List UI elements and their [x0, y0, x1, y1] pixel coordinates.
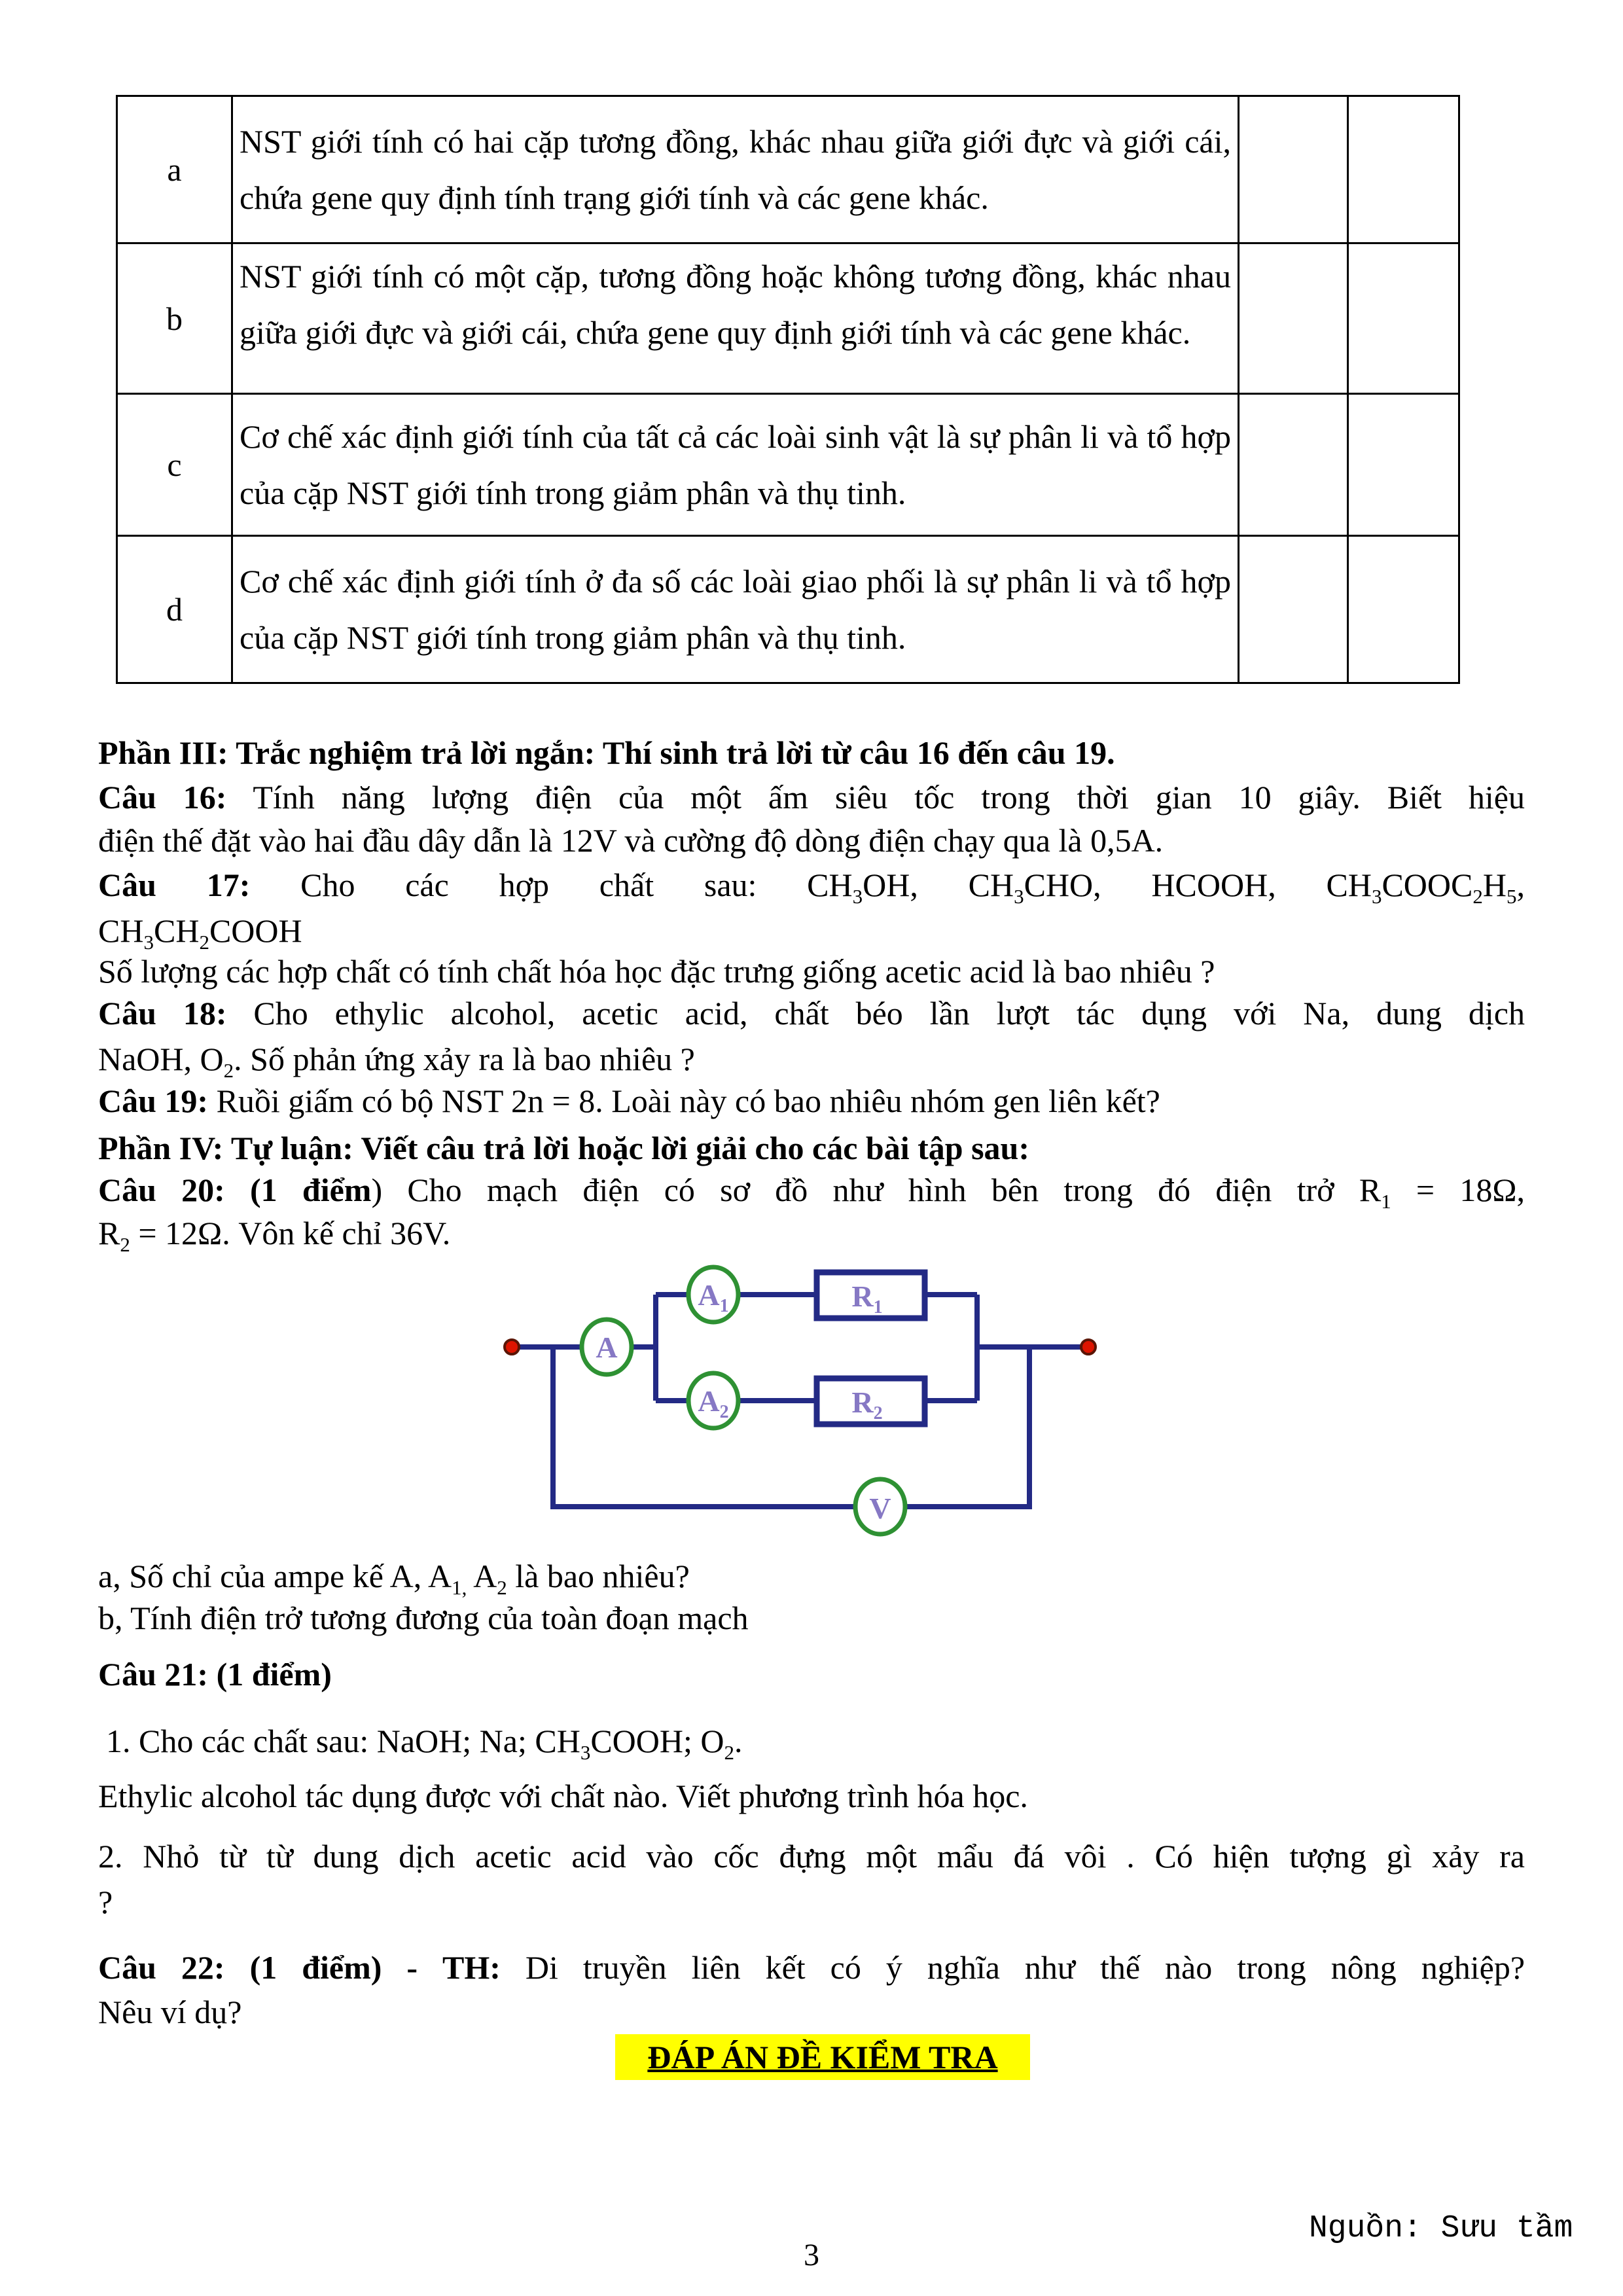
answer-cell-empty: [1348, 96, 1459, 243]
statement-text: Cơ chế xác định giới tính ở đa số các loài giao phối là sự phân li và tổ hợp của cặp NST giới tính trong giảm phân và thụ tinh.: [240, 563, 1231, 656]
question-20-line1: Câu 20: (1 điểm) Cho mạch điện có sơ đồ như hình bên trong đó điện trở $R_1 = 18\Omega$,: [98, 1172, 1525, 1213]
ammeter-main-label: A: [596, 1331, 618, 1364]
wire-voltmeter-loop: [553, 1347, 1029, 1507]
question-21-item2-line2: ?: [98, 1884, 113, 1920]
answer-cell-empty: [1239, 394, 1348, 536]
answer-key-banner: ĐÁP ÁN ĐỀ KIỂM TRA: [615, 2034, 1030, 2080]
answer-cell-empty: [1348, 394, 1459, 536]
resistor-r2-label: $R_2$: [851, 1386, 883, 1424]
ammeter-2-label: $A_2$: [698, 1384, 729, 1422]
question-19: Câu 19: Ruồi giấm có bộ NST 2n = 8. Loài này có bao nhiêu nhóm gen liên kết?: [98, 1083, 1160, 1119]
question-20-line2: $R_2 = 12\Omega$. Vôn kế chỉ 36V.: [98, 1215, 451, 1256]
table-row: [117, 536, 1459, 683]
question-20b: b, Tính điện trở tương đương của toàn đoạn mạch: [98, 1600, 749, 1636]
question-21-item2-line1: 2. Nhỏ từ từ dung dịch acetic acid vào cốc đựng một mẩu đá vôi . Có hiện tượng gì xảy ra: [98, 1838, 1525, 1874]
question-17-line3: Số lượng các hợp chất có tính chất hóa học đặc trưng giống acetic acid là bao nhiêu ?: [98, 953, 1215, 990]
question-22-line2: Nêu ví dụ?: [98, 1994, 242, 2030]
question-20a: a, Số chỉ của ampe kế A, $A_{1,}$ $A_2$ là bao nhiêu?: [98, 1558, 690, 1599]
circuit-diagram: [497, 1263, 1113, 1551]
part3-heading: Phần III: Trắc nghiệm trả lời ngắn: Thí sinh trả lời từ câu 16 đến câu 19.: [98, 734, 1115, 771]
question-17-formula: $CH_3CH_2COOH$: [98, 912, 302, 954]
statement-label: b: [117, 243, 232, 394]
voltmeter-label: V: [869, 1492, 891, 1525]
statement-text: NST giới tính có hai cặp tương đồng, khác nhau giữa giới đực và giới cái, chứa gene quy định tính trạng giới tính và các gene khác.: [240, 123, 1231, 216]
question-18-line2: NaOH, $O_2$. Số phản ứng xảy ra là bao nhiêu ?: [98, 1041, 695, 1082]
question-16-line1: Câu 16: Tính năng lượng điện của một ấm siêu tốc trong thời gian 10 giây. Biết hiệu: [98, 779, 1525, 816]
question-21-item1: 1. Cho các chất sau: NaOH; Na; $CH_3COOH$; $O_2$.: [106, 1723, 743, 1764]
answer-cell-empty: [1239, 96, 1348, 243]
page-number: 3: [804, 2238, 819, 2272]
terminal-left-icon: [505, 1340, 519, 1354]
answer-cell-empty: [1348, 536, 1459, 683]
resistor-r1-label: $R_1$: [851, 1280, 883, 1318]
table-row: [117, 243, 1459, 394]
answer-cell-empty: [1348, 243, 1459, 394]
statement-text: Cơ chế xác định giới tính của tất cả các loài sinh vật là sự phân li và tổ hợp của cặp NST giới tính trong giảm phân và thụ tinh.: [240, 418, 1231, 511]
answer-cell-empty: [1239, 243, 1348, 394]
statements-table: [116, 95, 1460, 684]
statement-label: c: [117, 394, 232, 536]
statement-text: NST giới tính có một cặp, tương đồng hoặc không tương đồng, khác nhau giữa giới đực và giới cái, chứa gene quy định giới tính và các gene khác.: [240, 258, 1231, 351]
table-row: [117, 394, 1459, 536]
statement-label: d: [117, 536, 232, 683]
question-18-line1: Câu 18: Cho ethylic alcohol, acetic acid, chất béo lần lượt tác dụng với Na, dung dịch: [98, 995, 1525, 1031]
terminal-right-icon: [1081, 1340, 1096, 1354]
question-16-line2: điện thế đặt vào hai đầu dây dẫn là 12V và cường độ dòng điện chạy qua là 0,5A.: [98, 822, 1164, 859]
ammeter-1-label: $A_1$: [698, 1278, 729, 1316]
part4-heading: Phần IV: Tự luận: Viết câu trả lời hoặc lời giải cho các bài tập sau:: [98, 1130, 1029, 1166]
question-21-ethylic: Ethylic alcohol tác dụng được với chất nào. Viết phương trình hóa học.: [98, 1778, 1028, 1814]
table-row: [117, 96, 1459, 243]
question-21-heading: Câu 21: (1 điểm): [98, 1656, 332, 1693]
statement-label: a: [117, 96, 232, 243]
source-note: Nguồn: Sưu tầm: [1309, 2211, 1573, 2246]
answer-cell-empty: [1239, 536, 1348, 683]
question-17-line1: Câu 17: Cho các hợp chất sau: $CH_3OH$, $CH_3CHO$, HCOOH, $CH_3COOC_2H_5$,: [98, 867, 1525, 908]
question-22-line1: Câu 22: (1 điểm) - TH: Di truyền liên kết có ý nghĩa như thế nào trong nông nghiệp?: [98, 1949, 1525, 1986]
